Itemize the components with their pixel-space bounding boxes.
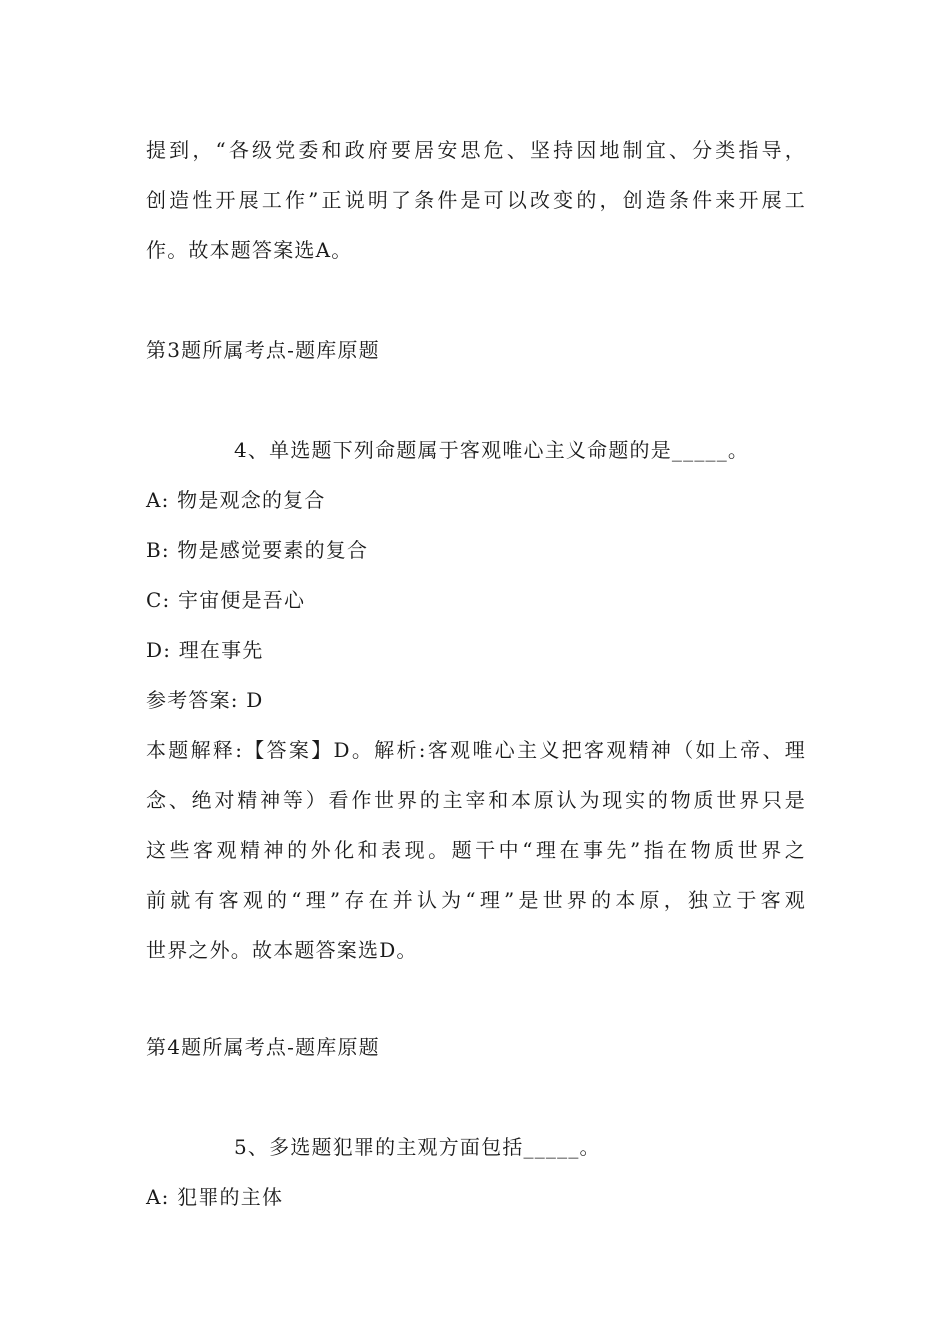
q4-option-c: C: 宇宙便是吾心 [146,588,306,612]
q4-explanation-line-1: 本题解释:【答案】D。解析:客观唯心主义把客观精神（如上帝、理 [146,738,806,762]
q4-explanation-line-2: 念、绝对精神等）看作世界的主宰和本原认为现实的物质世界只是 [146,788,806,812]
q4-answer: 参考答案: D [146,688,264,712]
q5-option-a: A: 犯罪的主体 [146,1185,284,1209]
q4-explanation-line-5: 世界之外。故本题答案选D。 [146,938,418,962]
q4-option-b: B: 物是感觉要素的复合 [146,538,369,562]
q4-explanation-line-4: 前就有客观的“理”存在并认为“理”是世界的本原，独立于客观 [146,888,806,912]
q3-knowledge-point: 第3题所属考点-题库原题 [146,338,380,362]
q5-stem: 5、多选题犯罪的主观方面包括_____。 [234,1135,601,1159]
q3-explanation-line-1: 提到，“各级党委和政府要居安思危、坚持因地制宜、分类指导， [146,138,806,162]
q3-explanation-line-2: 创造性开展工作”正说明了条件是可以改变的，创造条件来开展工 [146,188,806,212]
q3-explanation-line-3: 作。故本题答案选A。 [146,238,353,262]
q4-option-d: D: 理在事先 [146,638,264,662]
q4-knowledge-point: 第4题所属考点-题库原题 [146,1035,380,1059]
q4-explanation-line-3: 这些客观精神的外化和表现。题干中“理在事先”指在物质世界之 [146,838,806,862]
q4-stem: 4、单选题下列命题属于客观唯心主义命题的是_____。 [234,438,750,462]
q4-option-a: A: 物是观念的复合 [146,488,326,512]
